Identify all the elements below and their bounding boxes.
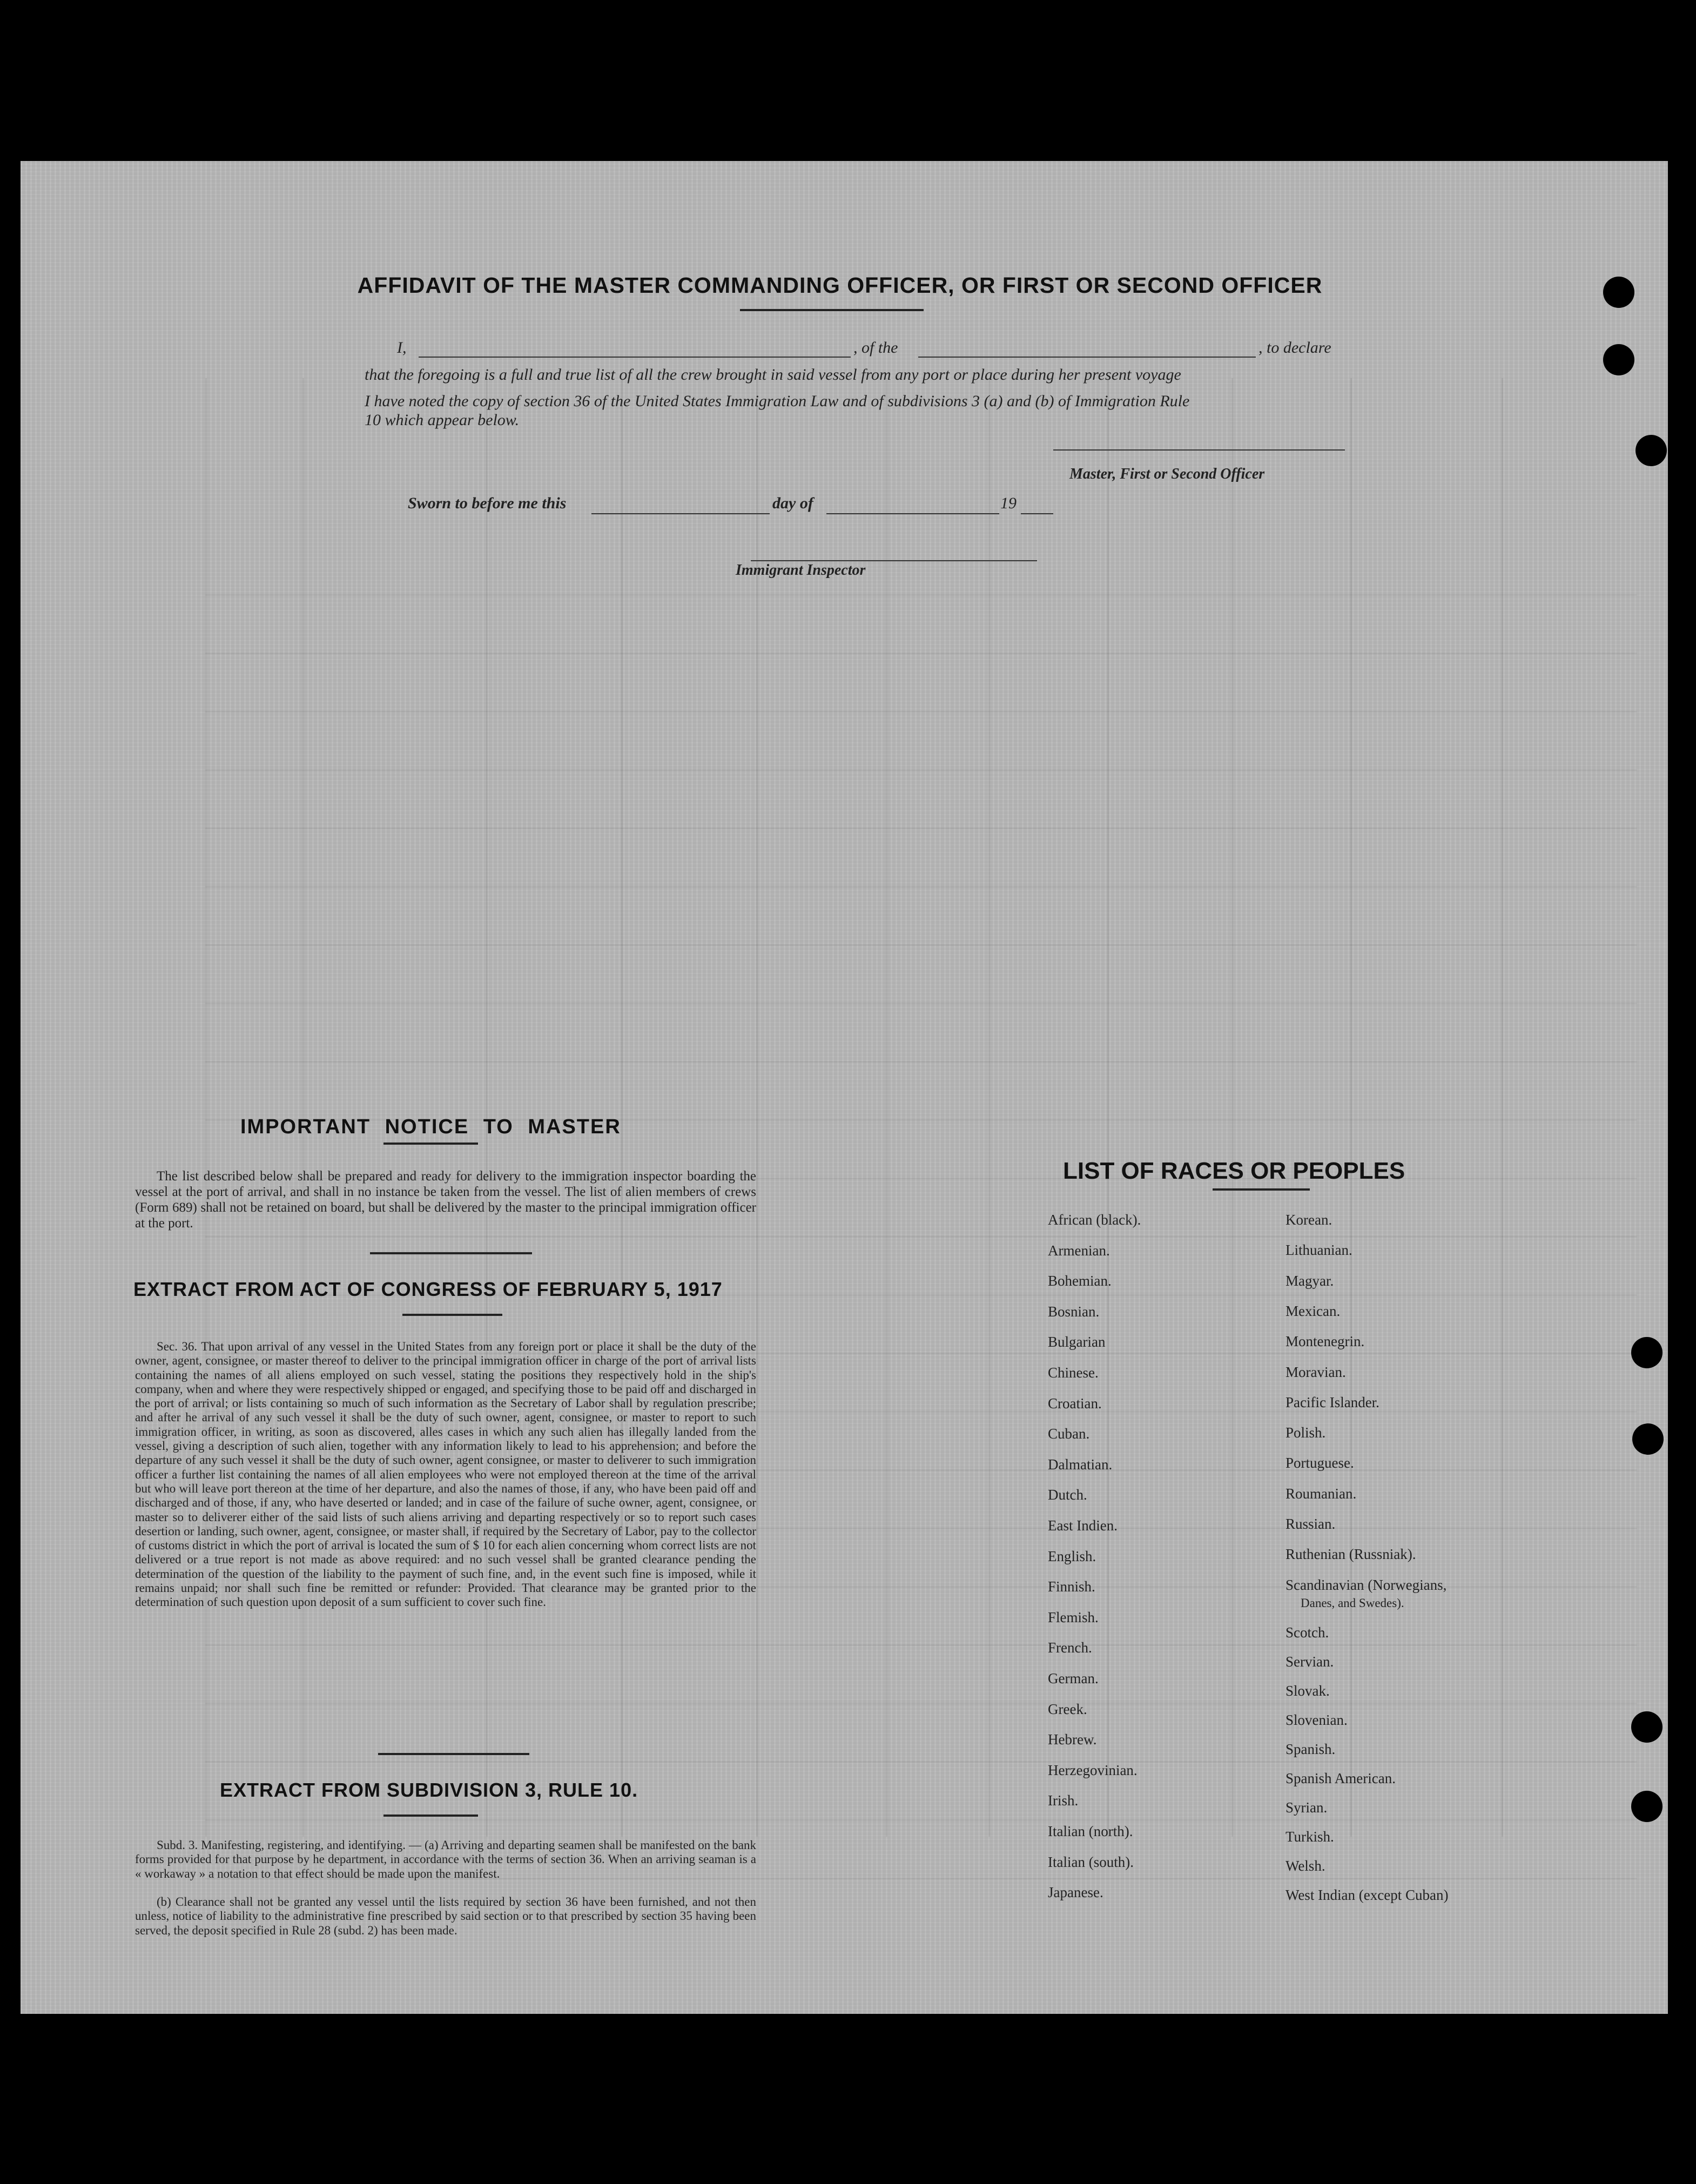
- affidavit-line3: I have noted the copy of section 36 of the United States Immigration Law and of subdivisions 3 (a) and (b) of Immigration Rule: [365, 392, 1190, 410]
- race-item: Moravian.: [1286, 1363, 1346, 1380]
- ghost-row-line: [205, 1061, 1637, 1063]
- race-item: Scandinavian (Norwegians,: [1286, 1576, 1447, 1593]
- affidavit-line4: 10 which appear below.: [365, 411, 520, 429]
- punch-hole: [1603, 277, 1634, 308]
- race-item: Spanish.: [1286, 1741, 1336, 1757]
- affidavit-line2: that the foregoing is a full and true list of all the crew brought in said vessel from any port or place during her present voyage: [365, 366, 1181, 384]
- race-item: English.: [1048, 1548, 1096, 1564]
- ghost-row-line: [205, 769, 1637, 771]
- affidavit-of-the: , of the: [853, 339, 898, 357]
- affidavit-title: AFFIDAVIT OF THE MASTER COMMANDING OFFICER, OR FIRST OR SECOND OFFICER: [357, 273, 1323, 298]
- races-underline: [1213, 1188, 1310, 1191]
- ghost-row-line: [205, 944, 1637, 946]
- race-item: Irish.: [1048, 1792, 1079, 1809]
- ghost-row-line: [205, 1236, 1637, 1238]
- punch-hole: [1631, 1337, 1663, 1368]
- act-text: Sec. 36. That upon arrival of any vessel in the United States from any foreign port or place it shall be the duty of the owner, agent, consignee, or master thereof to deliver to the principal immigration officer in charge of the port of arrival lists containing the names of all aliens employed on such vessel, stating the positions they respectively hold in the ship's company, when and where they were respectively shipped or engaged, and specifying those to be paid off and discharged in the port of arrival; or lists containing so much of such information as the Secretary of Labor shall by regulation prescribe; and after he arrival of any such vessel it shall be the duty of such owner, agent, consignee, or master to report to such immigration officer, in writing, as soon as discovered, alles cases in which any such alien has illegally landed from the vessel, giving a description of such alien, together with any information likely to lead to his apprehension; and before the departure of any such vessel it shall be the duty of such owner, agent consignee, or master to deliverer to such immigration officer a further list containing the names of all alien employees who were not employed thereon at the time of the arrival but who will leave port thereon at the time of her departure, and also the names of those, if any, who have been paid off and discharged and of those, if any, who have deserted or landed; and in case of the failure of suche owner, agent, consignee, or master so to deliverer either of the said lists of such aliens arriving and departing respectively or so to report such cases desertion or landing, such owner, agent, consignee, or master shall, if required by the Secretary of Labor, pay to the collector of customs district in which the port of arrival is located the sum of $ 10 for each alien concerning whom correct lists are not delivered or a true report is not made as above required: and no such vessel shall be granted clearance pending the determination of the question of the liability to the payment of such fine, and, in the event such fine is imposed, while it remains unpaid; nor shall such fine be remitted or refunder: Provided. That clearance may be granted prior to the determination of such question upon deposit of a sum sufficient to cover such fine.: [135, 1340, 756, 1609]
- rule-heading: EXTRACT FROM SUBDIVISION 3, RULE 10.: [220, 1779, 638, 1801]
- race-item: Servian.: [1286, 1653, 1334, 1670]
- race-item: Montenegrin.: [1286, 1333, 1365, 1350]
- race-item: Dutch.: [1048, 1487, 1087, 1503]
- race-item: Cuban.: [1048, 1426, 1090, 1442]
- race-item: Bosnian.: [1048, 1303, 1100, 1320]
- race-item: Spanish American.: [1286, 1770, 1396, 1786]
- sworn-year-blank: [1021, 513, 1053, 514]
- ghost-row-line: [205, 1703, 1637, 1704]
- affidavit-to-declare: , to declare: [1258, 339, 1331, 357]
- notice-underline: [383, 1143, 478, 1145]
- race-item: East Indien.: [1048, 1517, 1118, 1534]
- race-item: Italian (north).: [1048, 1823, 1133, 1839]
- race-item: Greek.: [1048, 1701, 1087, 1717]
- notice-text: The list described below shall be prepared and ready for delivery to the immigration inspector boarding the vessel at the port of arrival, and shall in no instance be taken from the vessel. The list of alien members of crews (Form 689) shall not be retained on board, but shall be delivered by the master to the principal immigration officer at the port.: [135, 1169, 756, 1231]
- race-item: Flemish.: [1048, 1609, 1099, 1625]
- race-item: Polish.: [1286, 1424, 1326, 1441]
- race-item: Mexican.: [1286, 1302, 1341, 1319]
- race-item: Japanese.: [1048, 1884, 1103, 1901]
- races-title: LIST OF RACES OR PEOPLES: [1063, 1158, 1405, 1184]
- race-item: German.: [1048, 1670, 1099, 1686]
- ghost-column-line: [1350, 378, 1352, 1837]
- rule-text-a: Subd. 3. Manifesting, registering, and identifying. — (a) Arriving and departing seamen shall be manifested on the bank forms provided for that purpose by he department, in accordance with the terms of section 36. When an arriving seaman is a « workaway » a notation to that effect should be made upon the manifest.: [135, 1838, 756, 1880]
- ghost-column-line: [621, 378, 623, 1837]
- race-item: Danes, and Swedes).: [1301, 1596, 1404, 1610]
- notice-heading: IMPORTANT NOTICE TO MASTER: [240, 1115, 621, 1138]
- race-item: French.: [1048, 1639, 1092, 1656]
- inspector-signature-line: [751, 560, 1037, 561]
- vessel-blank: [918, 357, 1256, 358]
- punch-hole: [1631, 1791, 1663, 1822]
- ghost-column-line: [486, 378, 488, 1837]
- ghost-column-line: [1107, 378, 1109, 1837]
- ghost-column-line: [302, 378, 304, 1837]
- notice-rule: [370, 1252, 532, 1254]
- punch-hole: [1636, 435, 1667, 466]
- race-item: Magyar.: [1286, 1272, 1334, 1289]
- race-item: West Indian (except Cuban): [1286, 1886, 1449, 1903]
- race-item: Hebrew.: [1048, 1731, 1097, 1748]
- race-item: Syrian.: [1286, 1799, 1328, 1816]
- race-item: Slovak.: [1286, 1682, 1330, 1699]
- race-item: Korean.: [1286, 1212, 1332, 1228]
- race-item: African (black).: [1048, 1212, 1141, 1228]
- act-rule: [378, 1753, 529, 1755]
- day-of: day of: [772, 494, 813, 512]
- master-signature-line: [1053, 449, 1345, 451]
- document-sheet: [21, 161, 1668, 2014]
- sworn-month-blank: [826, 513, 999, 514]
- rule-text-b: (b) Clearance shall not be granted any vessel until the lists required by section 36 have been furnished, and not then unless, notice of liability to the administrative fine prescribed by said section or to that prescribed by section 35 having been served, the deposit specified in Rule 28 (subd. 2) has been made.: [135, 1895, 756, 1937]
- ghost-column-line: [988, 378, 990, 1837]
- ghost-row-line: [205, 711, 1637, 713]
- ghost-row-line: [205, 828, 1637, 829]
- punch-hole: [1603, 344, 1634, 375]
- race-item: Herzegovinian.: [1048, 1762, 1138, 1778]
- ghost-column-line: [1502, 378, 1503, 1837]
- race-item: Lithuanian.: [1286, 1242, 1352, 1259]
- race-item: Ruthenian (Russniak).: [1286, 1546, 1416, 1563]
- race-item: Pacific Islander.: [1286, 1394, 1379, 1410]
- sworn-label: Sworn to before me this: [408, 494, 567, 512]
- rule-underline: [383, 1815, 478, 1817]
- race-item: Russian.: [1286, 1516, 1336, 1532]
- name-blank: [419, 357, 851, 358]
- ghost-row-line: [205, 594, 1637, 596]
- ghost-column-line: [756, 378, 758, 1837]
- race-item: Italian (south).: [1048, 1853, 1134, 1870]
- race-item: Portuguese.: [1286, 1455, 1354, 1471]
- race-item: Scotch.: [1286, 1624, 1329, 1641]
- race-item: Armenian.: [1048, 1242, 1110, 1259]
- act-underline: [402, 1314, 502, 1316]
- ghost-row-line: [205, 1819, 1637, 1821]
- race-item: Dalmatian.: [1048, 1456, 1113, 1473]
- ghost-column-line: [205, 378, 207, 1837]
- year-prefix: 19: [1000, 494, 1017, 512]
- affidavit-i: I,: [397, 339, 407, 357]
- race-item: Chinese.: [1048, 1365, 1099, 1381]
- race-item: Roumanian.: [1286, 1485, 1357, 1502]
- ghost-row-line: [205, 886, 1637, 888]
- punch-hole: [1631, 1711, 1663, 1743]
- title-underline: [740, 309, 924, 311]
- race-item: Bohemian.: [1048, 1273, 1112, 1289]
- ghost-row-line: [205, 653, 1637, 654]
- inspector-label: Immigrant Inspector: [736, 562, 866, 579]
- race-item: Bulgarian: [1048, 1334, 1106, 1350]
- ghost-column-line: [886, 378, 887, 1837]
- master-label: Master, First or Second Officer: [1069, 466, 1265, 482]
- punch-hole: [1632, 1423, 1664, 1455]
- race-item: Turkish.: [1286, 1828, 1334, 1845]
- ghost-row-line: [205, 1003, 1637, 1004]
- act-heading: EXTRACT FROM ACT OF CONGRESS OF FEBRUARY 5, 1917: [133, 1278, 723, 1300]
- race-item: Slovenian.: [1286, 1711, 1348, 1728]
- ghost-column-line: [1231, 378, 1233, 1837]
- race-item: Finnish.: [1048, 1578, 1095, 1595]
- sworn-day-blank: [591, 513, 770, 514]
- ghost-row-line: [205, 1761, 1637, 1763]
- race-item: Croatian.: [1048, 1395, 1102, 1412]
- race-item: Welsh.: [1286, 1857, 1325, 1874]
- ghost-row-line: [205, 1644, 1637, 1646]
